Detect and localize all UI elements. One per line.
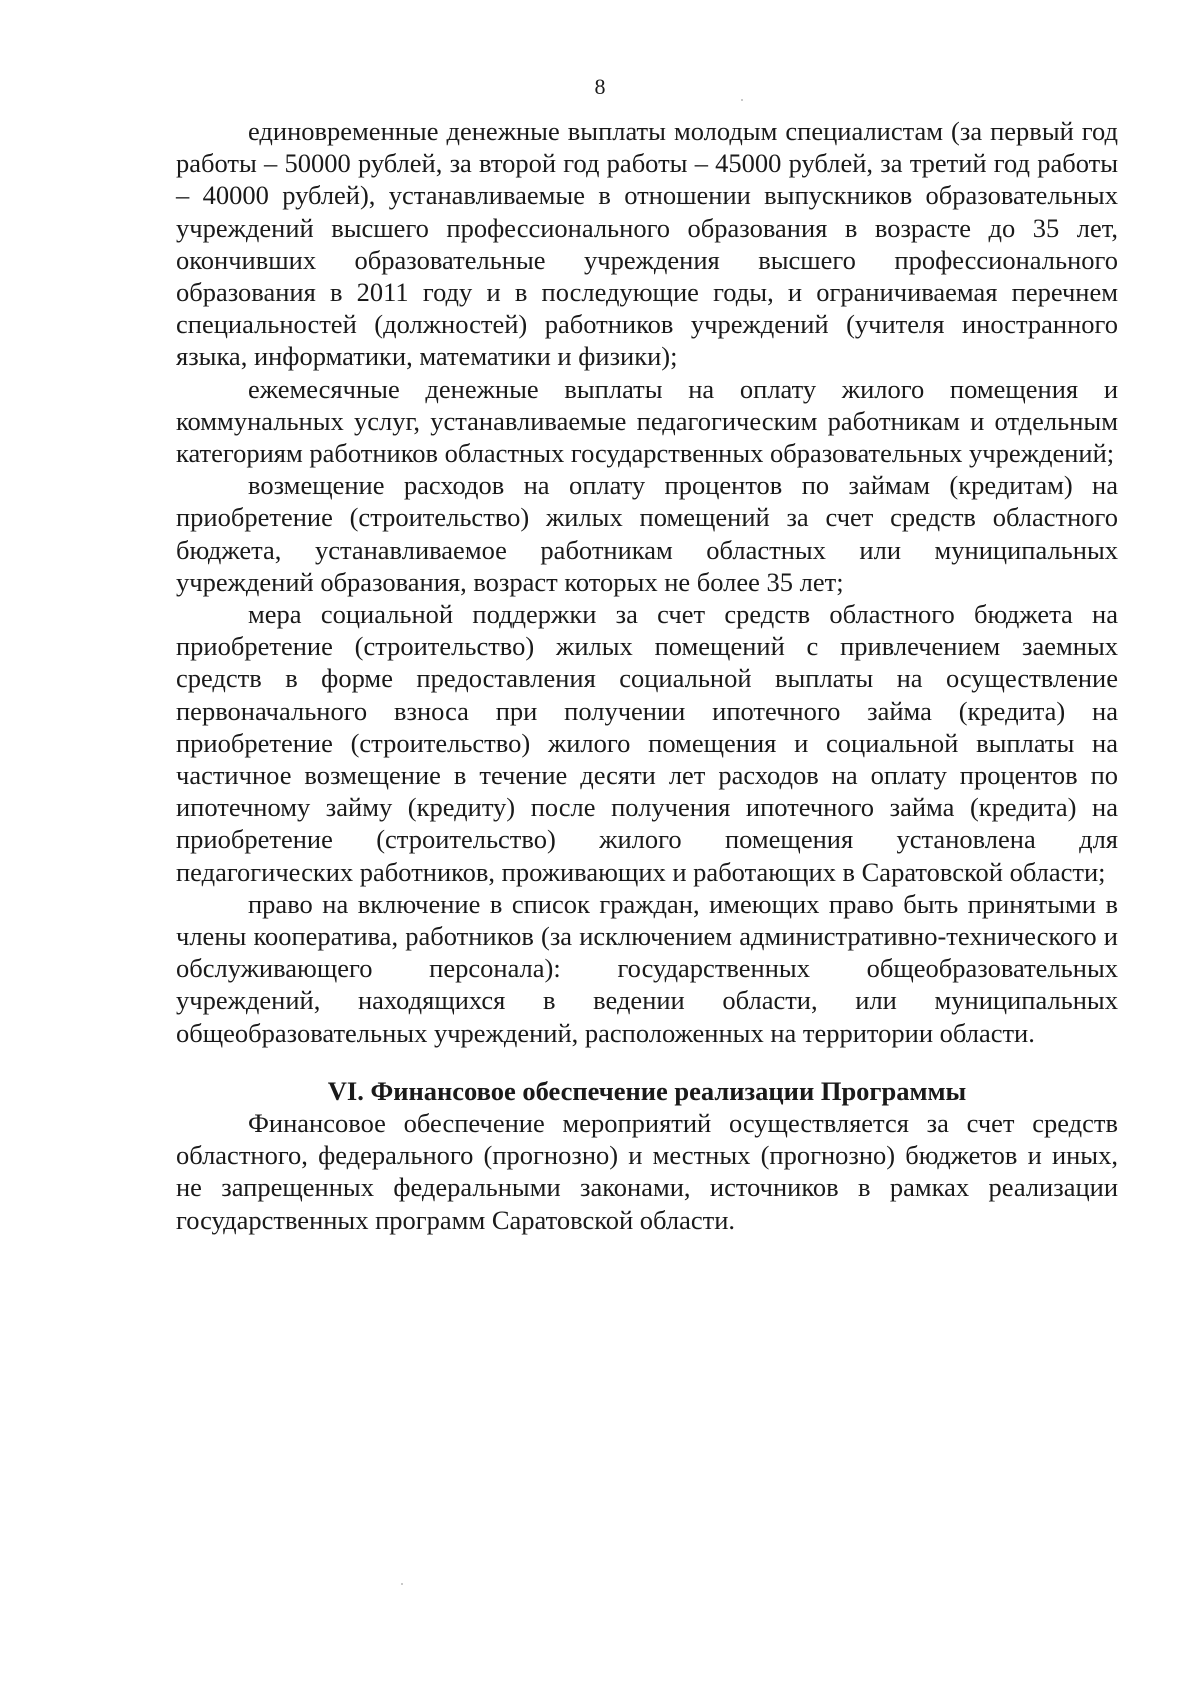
- paragraph-monthly-payments: ежемесячные денежные выплаты на оплату жилого помещения и коммунальных услуг, устанавливаемые педагогическим работникам и отдельным категориям работников областных государственных образовательных учреждений;: [176, 373, 1118, 469]
- scan-speck: [741, 99, 743, 101]
- paragraph-one-time-payments: единовременные денежные выплаты молодым специалистам (за первый год работы – 50000 рублей, за второй год работы – 45000 рублей, за третий год работы – 40000 рублей), устанавливаемые в отношении выпускников образовательных учреждений высшего профессионального образования в возрасте до 35 лет, окончивших образовательные учреждения высшего профессионального образования в 2011 году и в последующие годы, и ограничиваемая перечнем специальностей (должностей) работников учреждений (учителя иностранного языка, информатики, математики и физики);: [176, 116, 1118, 372]
- paragraph-social-support-measure: мера социальной поддержки за счет средств областного бюджета на приобретение (строительство) жилых помещений с привлечением заемных средств в форме предоставления социальной выплаты на осуществление первоначального взноса при получении ипотечного займа (кредита) на приобретение (строительство) жилого помещения и социальной выплаты на частичное возмещение в течение десяти лет расходов на оплату процентов по ипотечному займу (кредиту) после получения ипотечного займа (кредита) на приобретение (строительство) жилого помещения установлена для педагогических работников, проживающих и работающих в Саратовской области;: [176, 599, 1118, 887]
- paragraph-interest-reimbursement: возмещение расходов на оплату процентов по займам (кредитам) на приобретение (строительство) жилых помещений за счет средств областного бюджета, устанавливаемое работникам областных или муниципальных учреждений образования, возраст которых не более 35 лет;: [176, 470, 1118, 597]
- section-title: VI. Финансовое обеспечение реализации Программы: [327, 1075, 967, 1106]
- page-number: 8: [594, 74, 606, 99]
- document-body: [176, 115, 1118, 1236]
- paragraph-cooperative-membership: право на включение в список граждан, имеющих право быть принятыми в члены кооператива, работников (за исключением административно-технического и обслуживающего персонала): государственных общеобразовательных учреждений, находящихся в ведении области, или муниципальных общеобразовательных учреждений, расположенных на территории области.: [176, 888, 1118, 1048]
- section-paragraph: Финансовое обеспечение мероприятий осуществляется за счет средств областного, федерального (прогнозно) и местных (прогнозно) бюджетов и иных, не запрещенных федеральными законами, источников в рамках реализации государственных программ Саратовской области.: [176, 1107, 1118, 1235]
- scan-speck: [401, 1583, 403, 1585]
